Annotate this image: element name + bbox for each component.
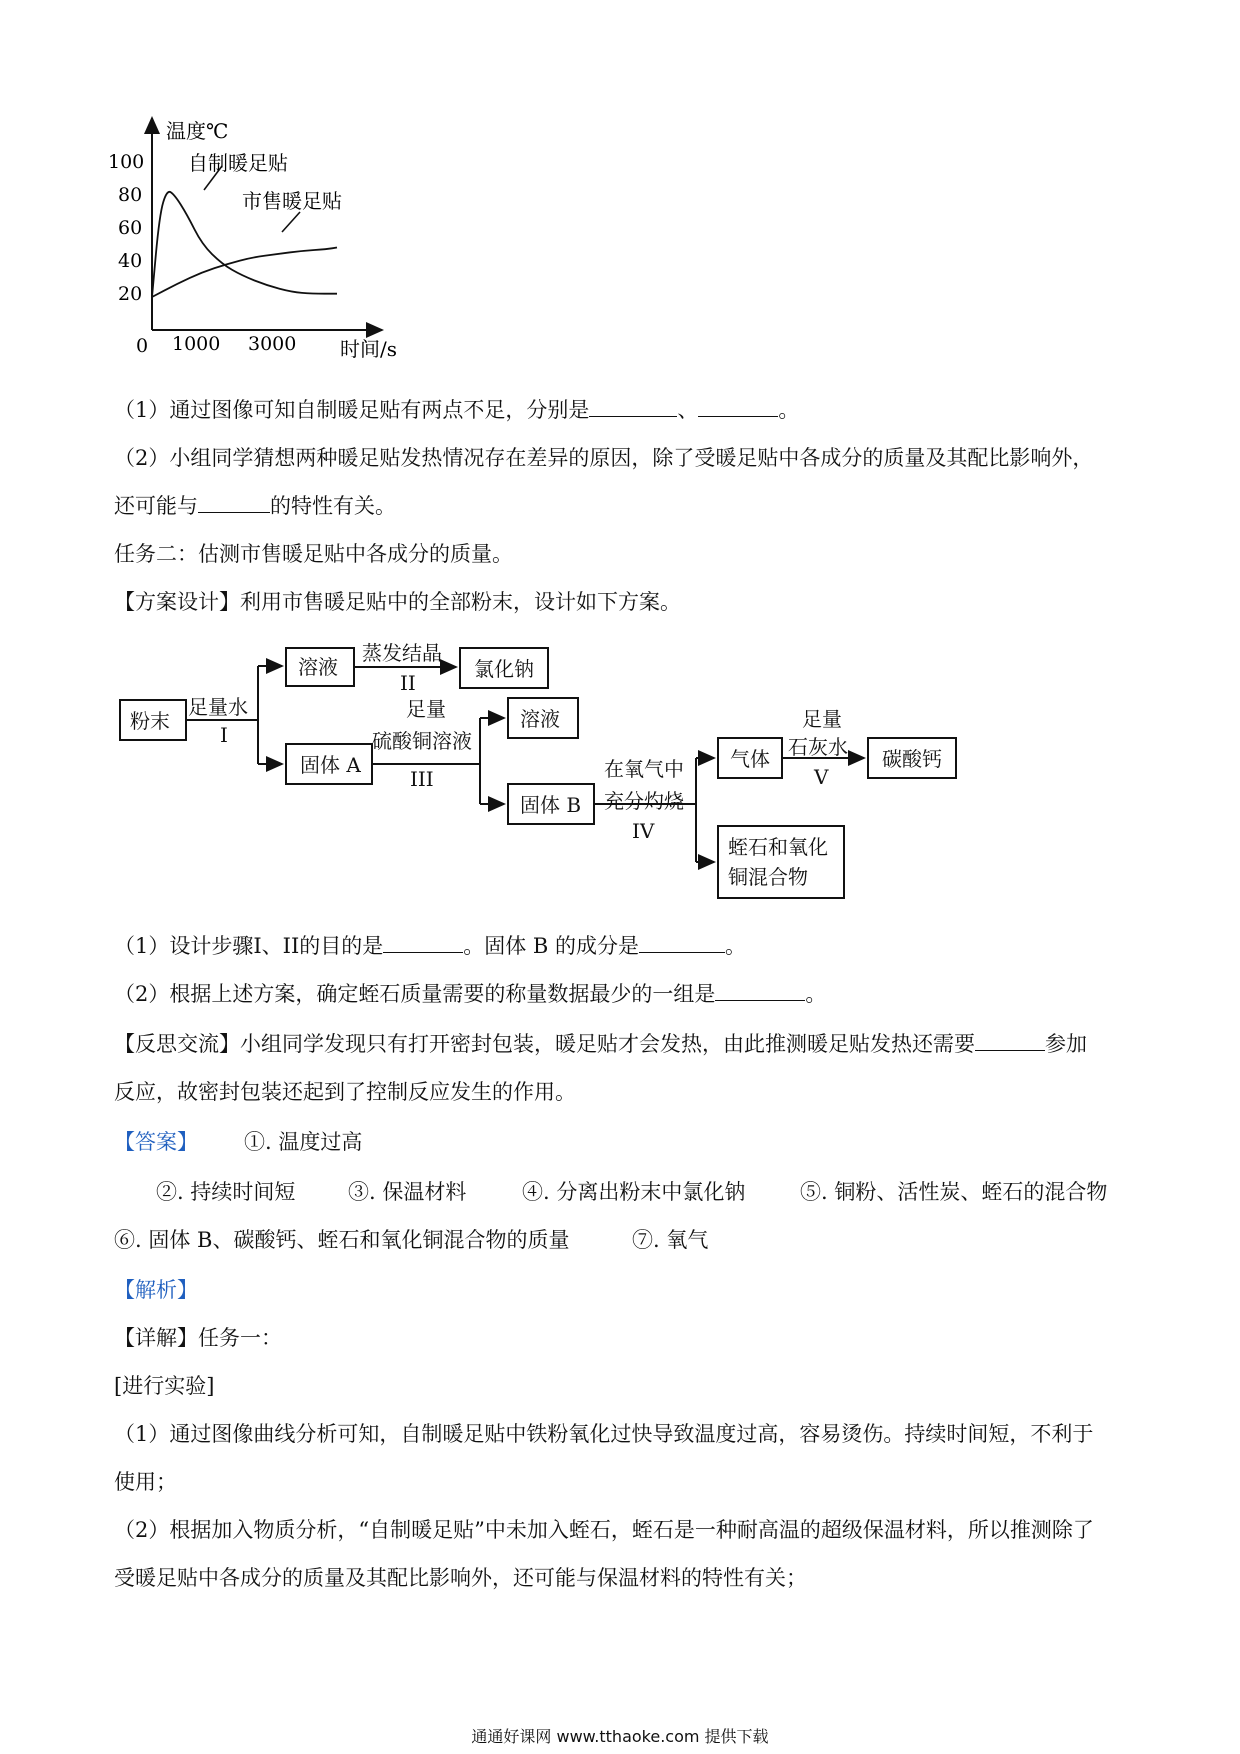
- plan-design: 【方案设计】利用市售暖足贴中的全部粉末，设计如下方案。: [114, 590, 681, 614]
- x-tick-3000: 3000: [248, 333, 297, 355]
- analysis-label: 【解析】: [114, 1278, 198, 1302]
- explanation-2-line1: （2）根据加入物质分析，“自制暖足贴”中未加入蛭石，蛭石是一种耐高温的超级保温材料，所以推测除了: [114, 1518, 1094, 1542]
- question-2-2: （2）根据上述方案，确定蛭石质量需要的称量数据最少的一组是 。: [114, 982, 827, 1006]
- label-mixture-1: 蛭石和氧化: [728, 835, 828, 859]
- x-axis-label: 时间/s: [340, 337, 398, 361]
- label-step2-operation: 蒸发结晶: [362, 641, 442, 665]
- answer-6: ⑥. 固体 B、碳酸钙、蛭石和氧化铜混合物的质量: [114, 1228, 570, 1252]
- label-step3-number: III: [410, 767, 434, 791]
- label-step5-reagent-2: 石灰水: [788, 735, 848, 759]
- label-step1-number: I: [220, 723, 228, 747]
- origin-label: 0: [136, 335, 149, 357]
- label-step3-reagent-2: 硫酸铜溶液: [372, 729, 472, 753]
- flow-diagram: [110, 640, 990, 910]
- answer-blank-1[interactable]: [589, 396, 677, 417]
- reflection-line2: 反应，故密封包装还起到了控制反应发生的作用。: [114, 1080, 576, 1104]
- label-caco3: 碳酸钙: [882, 747, 942, 771]
- temperature-chart: [100, 110, 420, 370]
- answer-7: ⑦. 氧气: [632, 1228, 709, 1252]
- label-nacl: 氯化钠: [474, 657, 534, 681]
- answer-blank-3[interactable]: [198, 492, 270, 513]
- label-solution-1: 溶液: [298, 655, 338, 679]
- answer-label: 【答案】: [114, 1130, 198, 1154]
- explanation-1-line1: （1）通过图像曲线分析可知，自制暖足贴中铁粉氧化过快导致温度过高，容易烫伤。持续时间短，不利于: [114, 1422, 1094, 1446]
- label-step2-number: II: [400, 671, 416, 695]
- question-1-2-line1: （2）小组同学猜想两种暖足贴发热情况存在差异的原因，除了受暖足贴中各成分的质量及其配比影响外，: [114, 446, 1094, 470]
- task-two-heading: 任务二：估测市售暖足贴中各成分的质量。: [114, 542, 513, 566]
- answer-4: ④. 分离出粉末中氯化钠: [522, 1180, 746, 1204]
- y-tick-80: 80: [118, 184, 143, 206]
- explanation-1-line2: 使用；: [114, 1470, 177, 1494]
- y-axis-label: 温度℃: [166, 119, 229, 143]
- label-solid-b: 固体 B: [520, 793, 582, 817]
- question-1-2-line2: 还可能与 的特性有关。: [114, 494, 396, 518]
- label-powder: 粉末: [130, 709, 170, 733]
- answer-blank-5[interactable]: [639, 932, 725, 953]
- experiment-heading: [进行实验]: [114, 1374, 215, 1398]
- answer-1: ①. 温度过高: [244, 1130, 363, 1154]
- explanation-2-line2: 受暖足贴中各成分的质量及其配比影响外，还可能与保温材料的特性有关；: [114, 1566, 807, 1590]
- series-label-homemade: 自制暖足贴: [188, 151, 288, 175]
- label-step4-number: IV: [632, 819, 655, 843]
- label-step4-condition-2: 充分灼烧: [604, 789, 684, 813]
- answer-3: ③. 保温材料: [348, 1180, 467, 1204]
- y-tick-100: 100: [108, 151, 145, 173]
- label-step4-condition-1: 在氧气中: [604, 757, 684, 781]
- label-solution-2: 溶液: [520, 707, 560, 731]
- answer-blank-4[interactable]: [383, 932, 463, 953]
- y-tick-40: 40: [118, 250, 143, 272]
- answer-blank-2[interactable]: [698, 396, 778, 417]
- question-1-1: （1）通过图像可知自制暖足贴有两点不足，分别是 、 。: [114, 398, 800, 422]
- x-tick-1000: 1000: [172, 333, 221, 355]
- label-solid-a: 固体 A: [300, 753, 361, 777]
- y-tick-60: 60: [118, 217, 143, 239]
- answer-blank-7[interactable]: [975, 1030, 1045, 1051]
- label-step5-reagent-1: 足量: [802, 707, 842, 731]
- reflection-line1: 【反思交流】小组同学发现只有打开密封包装，暖足贴才会发热，由此推测暖足贴发热还需要 参加: [114, 1032, 1087, 1056]
- y-tick-20: 20: [118, 283, 143, 305]
- detail-heading: 【详解】任务一：: [114, 1326, 282, 1350]
- label-mixture-2: 铜混合物: [728, 865, 808, 889]
- footer-source: 通通好课网 www.tthaoke.com 提供下载: [471, 1727, 769, 1746]
- series-label-commercial: 市售暖足贴: [242, 189, 342, 213]
- label-gas: 气体: [730, 747, 770, 771]
- answer-2: ②. 持续时间短: [156, 1180, 296, 1204]
- series-line-commercial: [152, 248, 337, 298]
- answer-blank-6[interactable]: [715, 980, 805, 1001]
- label-step1-reagent: 足量水: [188, 695, 248, 719]
- label-step3-reagent-1: 足量: [406, 697, 446, 721]
- answer-5: ⑤. 铜粉、活性炭、蛭石的混合物: [800, 1180, 1108, 1204]
- leader-line-commercial: [282, 212, 300, 232]
- label-step5-number: V: [814, 765, 829, 789]
- question-2-1: （1）设计步骤I、II的目的是 。固体 B 的成分是 。: [114, 934, 747, 958]
